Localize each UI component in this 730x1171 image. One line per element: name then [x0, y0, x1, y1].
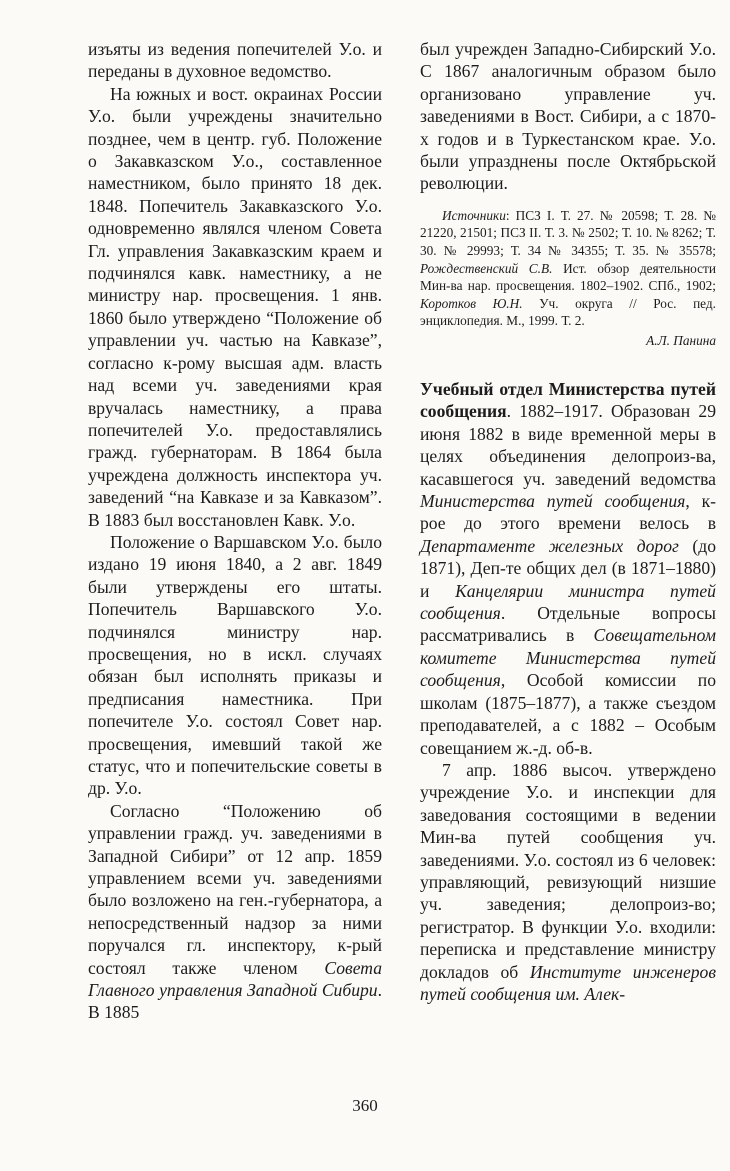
council-link: Совета Главного управления Западной Сибири [88, 957, 382, 1001]
paragraph-left-2: На южных и вост. окраинах России У.о. были учреждены значительно позднее, чем в центр. губ. Положение о Закавказском У.о., составленное наместником, было принято 18 дек. 1848. Попечитель Закавказского У.о. одновременно являлся членом Совета Гл. управления Закавказским краем и подчинялся кавк. наместнику, а не министру нар. просвещения. 1 янв. 1860 было утверждено “Положение об управлении уч. частью на Кавказе”, согласно к-рому высшая адм. власть над всеми уч. заведениями края вручалась наместнику, а права попечителей У.о. предоставлялись гражд. губернаторам. В 1864 была учреждена должность инспектора уч. заведений “на Кавказе и за Кавказом”. В 1883 был восстановлен Кавк. У.о. [88, 83, 382, 530]
paragraph-right-2: 7 апр. 1886 высоч. утверждено учреждение У.о. и инспекции для заведования состоящими в ведении Мин-ва путей сообщения уч. заведениями. У.о. состоял из 6 человек: управляющий, ревизующий низшие уч. заведения; делопроиз-во; регистратор. В функции У.о. входили: переписка и представление министру докладов об Институте инженеров путей сообщения им. Алек- [420, 759, 716, 1004]
paragraph-left-3: Положение о Варшавском У.о. было издано 19 июня 1840, а 2 авг. 1849 были утверждены его штаты. Попечитель Варшавского У.о. подчинялся министру нар. просвещения, но в искл. случаях обязан был исполнять приказы и предписания наместника. При попечителе У.о. состоял Совет нар. просвещения, имевший такой же статус, что и попечительские советы в др. У.о. [88, 531, 382, 799]
paragraph-right-1: был учрежден Западно-Сибирский У.о. С 1867 аналогичным образом было организовано управление уч. заведениями в Вост. Сибири, а с 1870-х годов и в Туркестанском крае. У.о. были упразднены после Октябрьской революции. [420, 39, 716, 194]
right-column [420, 38, 716, 1005]
page-number: 360 [352, 1096, 378, 1115]
left-column [88, 38, 382, 1024]
entry-title: Учебный отдел Министерства путей сообщения [420, 379, 716, 422]
paragraph-left-4: Согласно “Положению об управлении гражд. уч. заведениями в Западной Сибири” от 12 апр. 1859 управлением всеми уч. заведениями было возложено на ген.-губернатора, а непосредственный надзор за ними поручался гл. инспектору, к-рый состоял также членом Совета Главного управления Западной Сибири. В 1885 [88, 800, 382, 1023]
author-signature: А.Л. Панина [646, 333, 716, 348]
paragraph-left-1: изъяты из ведения попечителей У.о. и переданы в духовное ведомство. [88, 39, 382, 82]
entry-heading-paragraph: Учебный отдел Министерства путей сообщения. 1882–1917. Образован 29 июня 1882 в виде временной меры в целях объединения делопроиз-ва, касавшегося уч. заведений ведомства Министерства путей сообщения, к-рое до этого времени велось в Департаменте железных дорог (до 1871), Деп-те общих дел (в 1871–1880) и Канцелярии министра путей сообщения. Отдельные вопросы рассматривались в Совещательном комитете Министерства путей сообщения, Особой комиссии по школам (1875–1877), а также съездом преподавателей, а с 1882 – Особым совещанием ж.-д. об-в. [420, 379, 716, 758]
sources-block: Источники: ПСЗ I. Т. 27. № 20598; Т. 28. № 21220, 21501; ПСЗ II. Т. 3. № 2502; Т. 10. № 8262; Т. 30. № 29993; Т. 34 № 34355; Т. 35. № 35578; Рождественский С.В. Ист. обзор деятельности Мин-ва нар. просвещения. 1802–1902. СПб., 1902; Коротков Ю.Н. Уч. округа // Рос. пед. энциклопедия. М., 1999. Т. 2. [420, 207, 716, 329]
